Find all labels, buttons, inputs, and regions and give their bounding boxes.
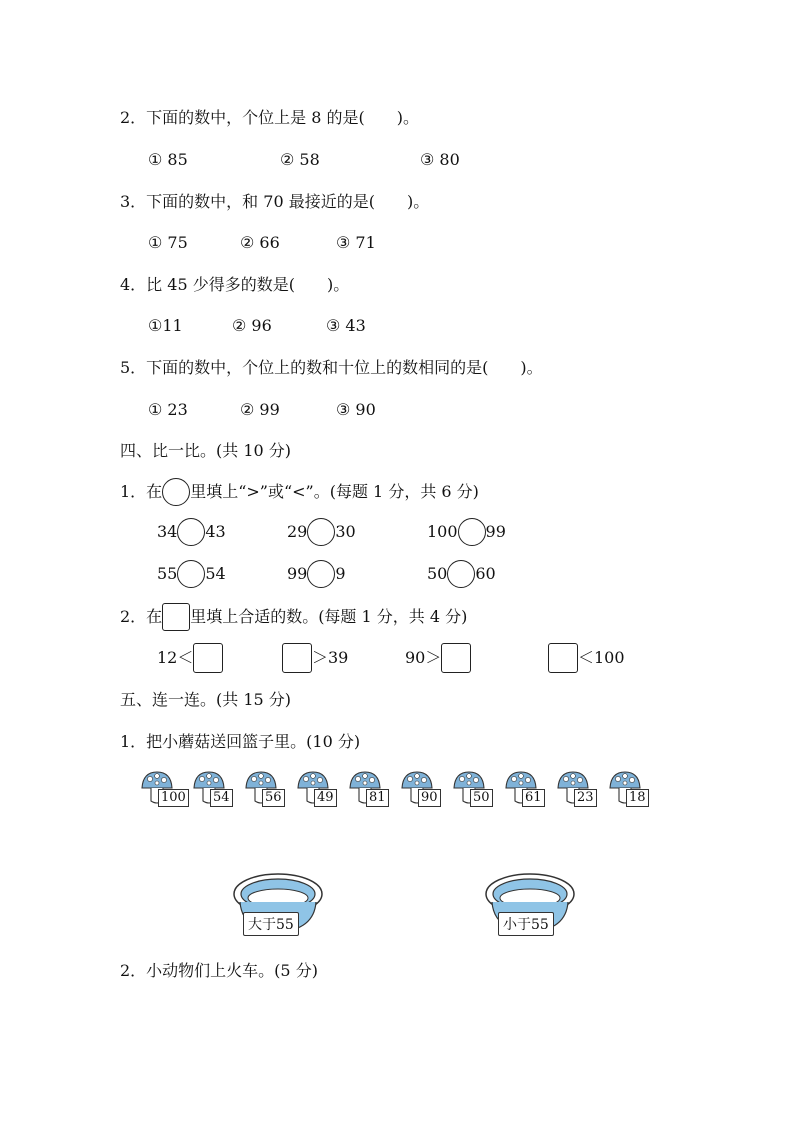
fill-before: 12＜ xyxy=(157,648,194,667)
sub-2-suffix: 里填上合适的数。(每题 1 分，共 4 分) xyxy=(190,607,468,626)
mushroom[interactable] xyxy=(296,770,356,810)
section-5-title: 五、连一连。(共 15 分) xyxy=(120,690,292,709)
fill-before: 90＞ xyxy=(405,648,442,667)
mushroom[interactable] xyxy=(244,770,304,810)
sub-2-prefix: 2．在 xyxy=(120,607,163,626)
fill-item xyxy=(157,643,223,673)
fill-item xyxy=(548,643,625,673)
basket-label-less: 小于55 xyxy=(498,912,554,936)
sub-1-prefix: 1．在 xyxy=(120,482,163,501)
mushroom[interactable] xyxy=(556,770,616,810)
mushroom-number: 50 xyxy=(470,789,493,807)
q4-option-2[interactable]: ② 96 xyxy=(232,316,272,335)
question-2: 2．下面的数中，个位上是 8 的是( )。 xyxy=(120,108,420,127)
compare-left: 50 xyxy=(427,564,448,583)
fill-item xyxy=(405,643,471,673)
compare-answer-circle[interactable] xyxy=(458,518,486,546)
q2-option-1[interactable]: ① 85 xyxy=(148,150,188,169)
mushroom[interactable] xyxy=(192,770,252,810)
basket-greater[interactable] xyxy=(228,868,328,940)
compare-right: 99 xyxy=(485,522,506,541)
compare-answer-circle[interactable] xyxy=(177,560,205,588)
sub-1-suffix: 里填上“>”或“<”。(每题 1 分，共 6 分) xyxy=(190,482,479,501)
compare-answer-circle[interactable] xyxy=(177,518,205,546)
section-4-title: 四、比一比。(共 10 分) xyxy=(120,441,292,460)
q2-option-3[interactable]: ③ 80 xyxy=(420,150,460,169)
question-4: 4．比 45 少得多的数是( )。 xyxy=(120,275,350,294)
q3-option-1[interactable]: ① 75 xyxy=(148,233,188,252)
compare-left: 55 xyxy=(157,564,178,583)
example-box-icon xyxy=(162,603,190,631)
q5-option-2[interactable]: ② 99 xyxy=(240,400,280,419)
mushroom-number: 54 xyxy=(210,789,233,807)
section-4-sub-1 xyxy=(120,478,479,506)
mushroom[interactable] xyxy=(452,770,512,810)
compare-left: 100 xyxy=(427,522,458,541)
mushroom[interactable] xyxy=(348,770,408,810)
compare-right: 60 xyxy=(475,564,496,583)
mushroom-number: 18 xyxy=(626,789,649,807)
fill-after: ＞39 xyxy=(312,648,349,667)
question-5: 5．下面的数中，个位上的数和十位上的数相同的是( )。 xyxy=(120,358,543,377)
compare-answer-circle[interactable] xyxy=(307,518,335,546)
compare-right: 43 xyxy=(205,522,226,541)
fill-answer-box[interactable] xyxy=(282,643,312,673)
mushroom[interactable] xyxy=(140,770,200,810)
fill-item xyxy=(282,643,348,673)
mushroom-number: 56 xyxy=(262,789,285,807)
section-5-sub-1: 1．把小蘑菇送回篮子里。(10 分) xyxy=(120,732,361,751)
q2-option-2[interactable]: ② 58 xyxy=(280,150,320,169)
mushroom[interactable] xyxy=(504,770,564,810)
fill-answer-box[interactable] xyxy=(193,643,223,673)
fill-answer-box[interactable] xyxy=(548,643,578,673)
compare-left: 29 xyxy=(287,522,308,541)
mushroom-number: 61 xyxy=(522,789,545,807)
example-circle-icon xyxy=(162,478,190,506)
compare-answer-circle[interactable] xyxy=(307,560,335,588)
section-4-sub-2 xyxy=(120,603,467,631)
mushroom-number: 81 xyxy=(366,789,389,807)
mushroom-number: 23 xyxy=(574,789,597,807)
q3-option-2[interactable]: ② 66 xyxy=(240,233,280,252)
q4-option-3[interactable]: ③ 43 xyxy=(326,316,366,335)
q3-option-3[interactable]: ③ 71 xyxy=(336,233,376,252)
basket-less[interactable] xyxy=(480,868,580,940)
q4-option-1[interactable]: ①11 xyxy=(148,316,183,335)
compare-item xyxy=(157,560,226,588)
q5-option-1[interactable]: ① 23 xyxy=(148,400,188,419)
mushroom-number: 100 xyxy=(158,789,189,807)
section-5-sub-2: 2．小动物们上火车。(5 分) xyxy=(120,961,318,980)
basket-label-greater: 大于55 xyxy=(243,912,299,936)
mushroom[interactable] xyxy=(400,770,460,810)
compare-item xyxy=(427,518,506,546)
question-3: 3．下面的数中，和 70 最接近的是( )。 xyxy=(120,192,430,211)
mushroom-number: 90 xyxy=(418,789,441,807)
q5-option-3[interactable]: ③ 90 xyxy=(336,400,376,419)
mushroom[interactable] xyxy=(608,770,668,810)
compare-left: 99 xyxy=(287,564,308,583)
compare-item xyxy=(157,518,226,546)
compare-left: 34 xyxy=(157,522,178,541)
fill-after: ＜100 xyxy=(578,648,625,667)
compare-right: 54 xyxy=(205,564,226,583)
compare-right: 30 xyxy=(335,522,356,541)
compare-item xyxy=(427,560,496,588)
mushroom-number: 49 xyxy=(314,789,337,807)
fill-answer-box[interactable] xyxy=(441,643,471,673)
compare-right: 9 xyxy=(335,564,346,583)
compare-item xyxy=(287,518,356,546)
compare-answer-circle[interactable] xyxy=(447,560,475,588)
compare-item xyxy=(287,560,346,588)
